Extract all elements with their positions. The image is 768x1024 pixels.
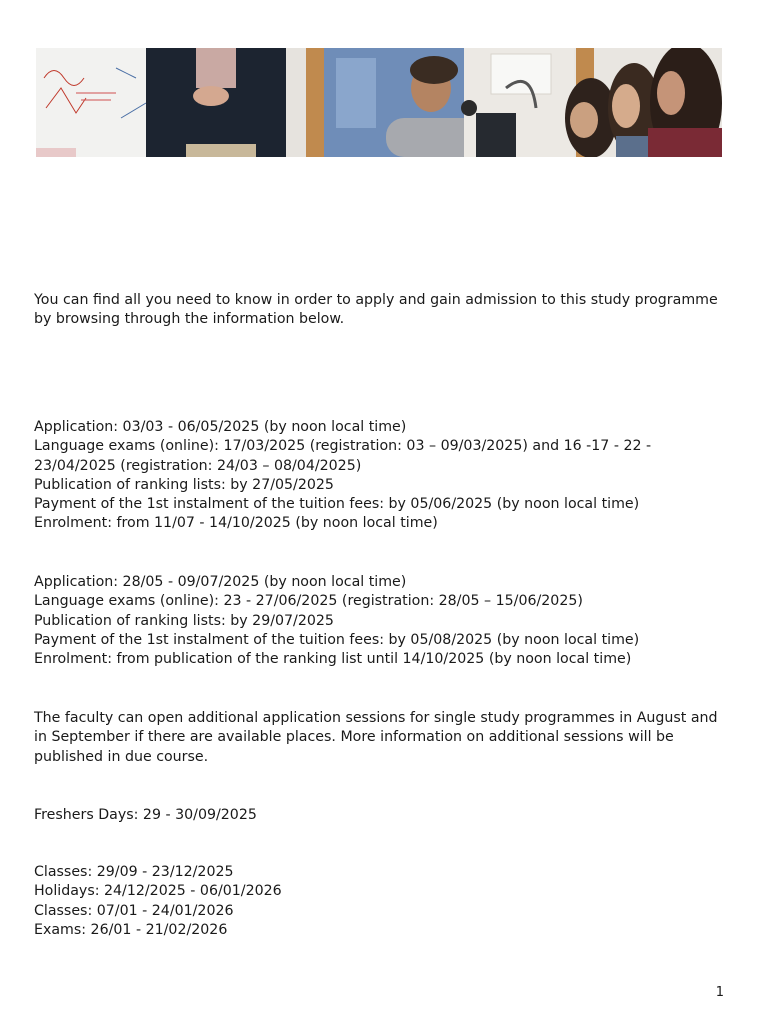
session-2-enrolment: Enrolment: from publication of the ranking list until 14/10/2025 (by noon local time)	[34, 651, 632, 668]
freshers-days	[34, 806, 734, 825]
session-1-enrolment: Enrolment: from 11/07 - 14/10/2025 (by noon local time)	[34, 515, 438, 532]
session-2-application: Application: 28/05 - 09/07/2025 (by noon local time)	[34, 574, 407, 590]
session-2-ranking: Publication of ranking lists: by 29/07/2025	[34, 612, 334, 629]
intro-paragraph	[34, 291, 734, 330]
calendar-holidays: Holidays: 24/12/2025 - 06/01/2026	[34, 883, 282, 900]
calendar-classes-2: Classes: 07/01 - 24/01/2026	[34, 902, 234, 919]
additional-sessions-paragraph	[34, 709, 734, 767]
session-1-application: Application: 03/03 - 06/05/2025 (by noon local time)	[34, 419, 407, 435]
session-1-payment: Payment of the 1st instalment of the tuition fees: by 05/06/2025 (by noon local time)	[34, 496, 640, 513]
additional-sessions-text: The faculty can open additional application sessions for single study programmes in August and in September if there are available places. More information on additional sessions will be published in due course.	[34, 710, 718, 765]
classroom-photo-icon	[36, 48, 722, 157]
banner-photo	[36, 48, 722, 157]
page-number: 1	[715, 985, 724, 1000]
academic-calendar	[34, 863, 734, 940]
freshers-days-text: Freshers Days: 29 - 30/09/2025	[34, 807, 257, 823]
calendar-exams: Exams: 26/01 - 21/02/2026	[34, 921, 228, 938]
application-session-1	[34, 418, 734, 534]
session-2-payment: Payment of the 1st instalment of the tuition fees: by 05/08/2025 (by noon local time)	[34, 631, 640, 648]
intro-text: You can find all you need to know in order to apply and gain admission to this study programme by browsing through the information below.	[34, 292, 718, 328]
session-1-language-exams: Language exams (online): 17/03/2025 (registration: 03 – 09/03/2025) and 16 -17 - 22 - 23/04/2025 (registration: 24/03 – 08/04/2025)	[34, 438, 652, 474]
calendar-classes-1: Classes: 29/09 - 23/12/2025	[34, 864, 234, 880]
session-2-language-exams: Language exams (online): 23 - 27/06/2025 (registration: 28/05 – 15/06/2025)	[34, 593, 583, 610]
application-session-2	[34, 573, 734, 669]
session-1-ranking: Publication of ranking lists: by 27/05/2025	[34, 476, 334, 493]
